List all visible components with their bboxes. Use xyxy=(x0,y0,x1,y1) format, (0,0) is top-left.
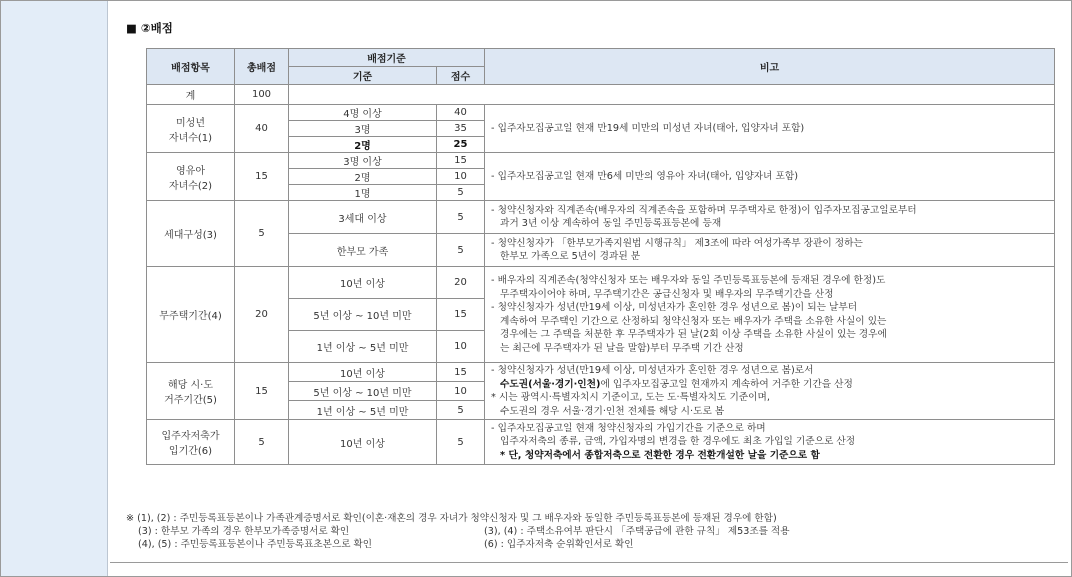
table-row xyxy=(147,420,1055,465)
household-standard: 3세대 이상 xyxy=(289,201,437,234)
minors-standard: 4명 이상 xyxy=(289,105,437,121)
homeless-remark: - 배우자의 직계존속(청약신청자 또는 배우자와 동일 주민등록표등본에 등재된 경우에 한정)도 무주택자이어야 하며, 무주택기간은 공급신청자 및 배우자의 무주택기간을 산정 - 청약신청자가 성년(만19세 이상, 미성년자가 혼인한 경우 성년으로 봄)이 되는 날부터 계속하여 무주택인 기간으로 산정하되 청약신청자 또는 배우자가 주택을 소유한 사실이 있는 경우에는 그 주택을 처분한 후 무주택자가 된 날(2회 이상 주택을 소유한 사실이 있는 경우에 는 최근에 무주택자가 된 날을 말함)부터 무주택 기간 산정 xyxy=(485,267,1055,363)
residence-remark: - 청약신청자가 성년(만19세 이상, 미성년자가 혼인한 경우 성년으로 봄)로서 수도권(서울·경기·인천)에 입주자모집공고일 현재까지 계속하여 거주한 기간을 산정 * 시는 광역시·특별자치시 기준이고, 도는 도·특별자치도 기준이며, 수도권의 경우 서울·경기·인천 전체를 해당 시·도로 봄 xyxy=(485,363,1055,420)
homeless-total: 20 xyxy=(235,267,289,363)
household-standard: 한부모 가족 xyxy=(289,234,437,267)
footnotes xyxy=(126,512,789,551)
header-standard: 기준 xyxy=(289,67,437,85)
homeless-score: 20 xyxy=(437,267,485,299)
savings-total: 5 xyxy=(235,420,289,465)
savings-remark: - 입주자모집공고일 현재 청약신청자의 가입기간을 기준으로 하며 입주자저축의 종류, 금액, 가입자명의 변경을 한 경우에도 최초 가입일 기준으로 산정 * 단, 청약저축에서 종합저축으로 전환한 경우 전환개설한 날을 기준으로 함 xyxy=(485,420,1055,465)
minors-score: 25 xyxy=(437,137,485,153)
infants-score: 15 xyxy=(437,153,485,169)
bottom-divider xyxy=(110,562,1068,563)
footnote-line: ※ (1), (2) : 주민등록표등본이나 가족관계증명서로 확인(이혼·재혼의 경우 자녀가 청약신청자 및 그 배우자와 동일한 주민등록표등본에 등재된 경우에 한함) xyxy=(126,513,777,524)
footnote-line: (4), (5) : 주민등록표등본이나 주민등록표초본으로 확인 (6) : 입주자저축 순위확인서로 확인 xyxy=(138,539,634,550)
homeless-score: 10 xyxy=(437,331,485,363)
residence-total: 15 xyxy=(235,363,289,420)
header-criteria: 배점기준 xyxy=(289,49,485,67)
infants-score: 5 xyxy=(437,185,485,201)
infants-remark: - 입주자모집공고일 현재 만6세 미만의 영유아 자녀(태아, 입양자녀 포함) xyxy=(485,153,1055,201)
infants-score: 10 xyxy=(437,169,485,185)
footnote-line: (3) : 한부모 가족의 경우 한부모가족증명서로 확인 (3), (4) : 주택소유여부 판단시 「주택공급에 관한 규칙」 제53조를 적용 xyxy=(138,526,790,537)
scoring-table xyxy=(146,48,1055,465)
left-sidebar-panel xyxy=(1,1,108,576)
table-row xyxy=(147,85,1055,105)
minors-standard: 3명 xyxy=(289,121,437,137)
infants-total: 15 xyxy=(235,153,289,201)
household-score: 5 xyxy=(437,234,485,267)
residence-score: 5 xyxy=(437,401,485,420)
residence-score: 10 xyxy=(437,382,485,401)
residence-score: 15 xyxy=(437,363,485,382)
household-label: 세대구성(3) xyxy=(147,201,235,267)
minors-remark: - 입주자모집공고일 현재 만19세 미만의 미성년 자녀(태아, 입양자녀 포함) xyxy=(485,105,1055,153)
household-total: 5 xyxy=(235,201,289,267)
homeless-standard: 1년 이상 ~ 5년 미만 xyxy=(289,331,437,363)
homeless-standard: 5년 이상 ~ 10년 미만 xyxy=(289,299,437,331)
minors-total: 40 xyxy=(235,105,289,153)
header-total: 총배점 xyxy=(235,49,289,85)
infants-standard: 1명 xyxy=(289,185,437,201)
infants-standard: 2명 xyxy=(289,169,437,185)
homeless-label: 무주택기간(4) xyxy=(147,267,235,363)
household-remark: - 청약신청자와 직계존속(배우자의 직계존속을 포함하며 무주택자로 한정)이 입주자모집공고일로부터 과거 3년 이상 계속하여 동일 주민등록표등본에 등재 xyxy=(485,201,1055,234)
section-bullet: ■ xyxy=(126,21,137,35)
table-row xyxy=(147,153,1055,169)
residence-standard: 10년 이상 xyxy=(289,363,437,382)
sum-total: 100 xyxy=(235,85,289,105)
infants-label: 영유아 자녀수(2) xyxy=(147,153,235,201)
residence-label: 해당 시·도 거주기간(5) xyxy=(147,363,235,420)
table-row xyxy=(147,201,1055,234)
household-remark: - 청약신청자가 「한부모가족지원법 시행규칙」 제3조에 따라 여성가족부 장관이 정하는 한부모 가족으로 5년이 경과된 분 xyxy=(485,234,1055,267)
header-remarks: 비고 xyxy=(485,49,1055,85)
table-row xyxy=(147,105,1055,121)
residence-standard: 1년 이상 ~ 5년 미만 xyxy=(289,401,437,420)
section-title xyxy=(126,20,173,36)
infants-standard: 3명 이상 xyxy=(289,153,437,169)
household-score: 5 xyxy=(437,201,485,234)
savings-standard: 10년 이상 xyxy=(289,420,437,465)
residence-standard: 5년 이상 ~ 10년 미만 xyxy=(289,382,437,401)
minors-score: 35 xyxy=(437,121,485,137)
minors-score: 40 xyxy=(437,105,485,121)
savings-score: 5 xyxy=(437,420,485,465)
section-title-text: ②배점 xyxy=(140,21,173,35)
homeless-score: 15 xyxy=(437,299,485,331)
savings-label: 입주자저축가 입기간(6) xyxy=(147,420,235,465)
table-row xyxy=(147,267,1055,299)
sum-label: 계 xyxy=(147,85,235,105)
table-row xyxy=(147,363,1055,382)
footnote-mark: ※ xyxy=(126,513,135,524)
header-item: 배점항목 xyxy=(147,49,235,85)
homeless-standard: 10년 이상 xyxy=(289,267,437,299)
header-score: 점수 xyxy=(437,67,485,85)
minors-standard: 2명 xyxy=(289,137,437,153)
minors-label: 미성년 자녀수(1) xyxy=(147,105,235,153)
